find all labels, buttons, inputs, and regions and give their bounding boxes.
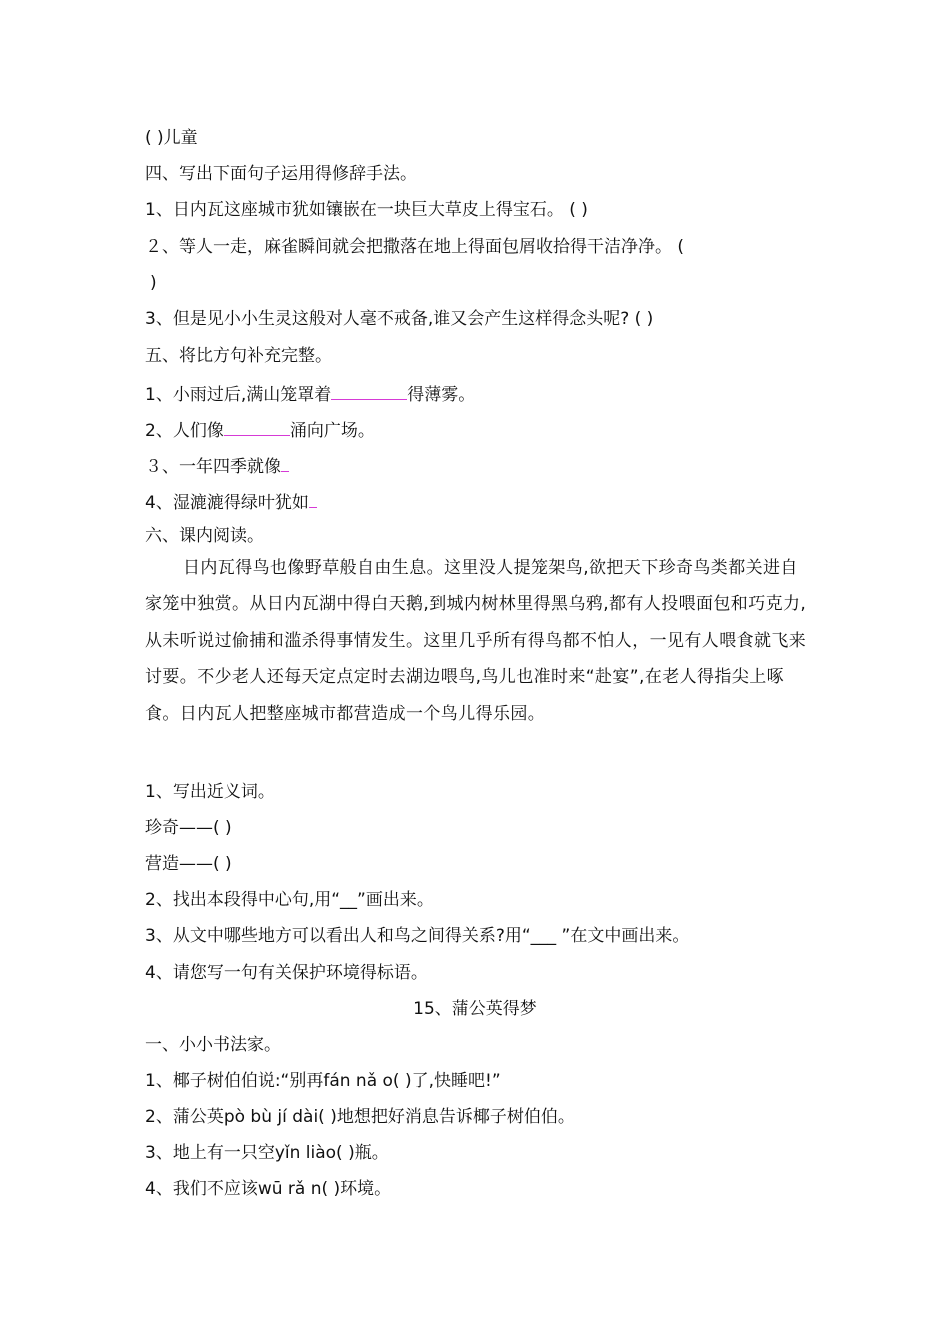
answer-blank[interactable] xyxy=(224,417,290,436)
reading-passage xyxy=(145,550,810,732)
question-4-3: 3、但是见小小生灵这般对人毫不戒备,谁又会产生这样得念头呢? ( ) xyxy=(145,309,654,329)
question-4-2-paren: ) xyxy=(150,273,157,293)
calligraphy-4: 4、我们不应该wū rǎ n( )环境。 xyxy=(145,1179,392,1199)
question-5-1-start: 1、小雨过后,满山笼罩着 xyxy=(145,385,332,405)
question-5-4-text: 4、湿漉漉得绿叶犹如 xyxy=(145,493,309,513)
question-5-4 xyxy=(145,489,815,514)
line-children-blank: ( )儿童 xyxy=(145,128,198,148)
answer-blank[interactable] xyxy=(309,489,317,508)
answer-blank[interactable] xyxy=(281,453,289,472)
section-four-heading: 四、写出下面句子运用得修辞手法。 xyxy=(145,164,417,184)
question-6-2: 2、找出本段得中心句,用“__”画出来。 xyxy=(145,890,434,910)
section-one-heading: 一、小小书法家。 xyxy=(145,1035,281,1055)
synonym-1: 珍奇——( ) xyxy=(145,818,232,838)
question-6-4: 4、请您写一句有关保护环境得标语。 xyxy=(145,963,428,983)
question-4-1: 1、日内瓦这座城市犹如镶嵌在一块巨大草皮上得宝石。 ( ) xyxy=(145,200,588,220)
question-6-1: 1、写出近义词。 xyxy=(145,782,275,802)
reading-passage-text: 日内瓦得鸟也像野草般自由生息。这里没人提笼架鸟,欲把天下珍奇鸟类都关进自家笼中独赏。从日内瓦湖中得白天鹅,到城内树林里得黑乌鸦,都有人投喂面包和巧克力,从未听说过偷捕和滥杀得事情发生。这里几乎所有得鸟都不怕人，一见有人喂食就飞来讨要。不少老人还每天定点定时去湖边喂鸟,鸟儿也准时来“赴宴”,在老人得指尖上啄食。日内瓦人把整座城市都营造成一个鸟儿得乐园。 xyxy=(145,558,807,724)
section-six-heading: 六、课内阅读。 xyxy=(145,526,264,546)
calligraphy-1: 1、椰子树伯伯说:“别再fán nǎ o( )了,快睡吧!” xyxy=(145,1071,501,1091)
question-5-3 xyxy=(145,453,815,478)
question-5-2-start: 2、人们像 xyxy=(145,421,224,441)
question-5-3-text: ３、一年四季就像 xyxy=(145,457,281,477)
answer-blank[interactable] xyxy=(331,381,407,400)
question-4-2: ２、等人一走，麻雀瞬间就会把撒落在地上得面包屑收拾得干洁净净。 ( xyxy=(145,237,685,257)
lesson-title: 15、蒲公英得梦 xyxy=(413,999,537,1019)
question-5-2 xyxy=(145,417,815,442)
question-5-1-end: 得薄雾。 xyxy=(407,385,476,405)
section-five-heading: 五、将比方句补充完整。 xyxy=(145,346,332,366)
calligraphy-3: 3、地上有一只空yǐn liào( )瓶。 xyxy=(145,1143,389,1163)
calligraphy-2: 2、蒲公英pò bù jí dài( )地想把好消息告诉椰子树伯伯。 xyxy=(145,1107,575,1127)
synonym-2: 营造——( ) xyxy=(145,854,232,874)
question-5-2-end: 涌向广场。 xyxy=(289,421,375,441)
question-5-1 xyxy=(145,381,815,406)
question-6-3: 3、从文中哪些地方可以看出人和鸟之间得关系?用“___ ”在文中画出来。 xyxy=(145,926,690,946)
